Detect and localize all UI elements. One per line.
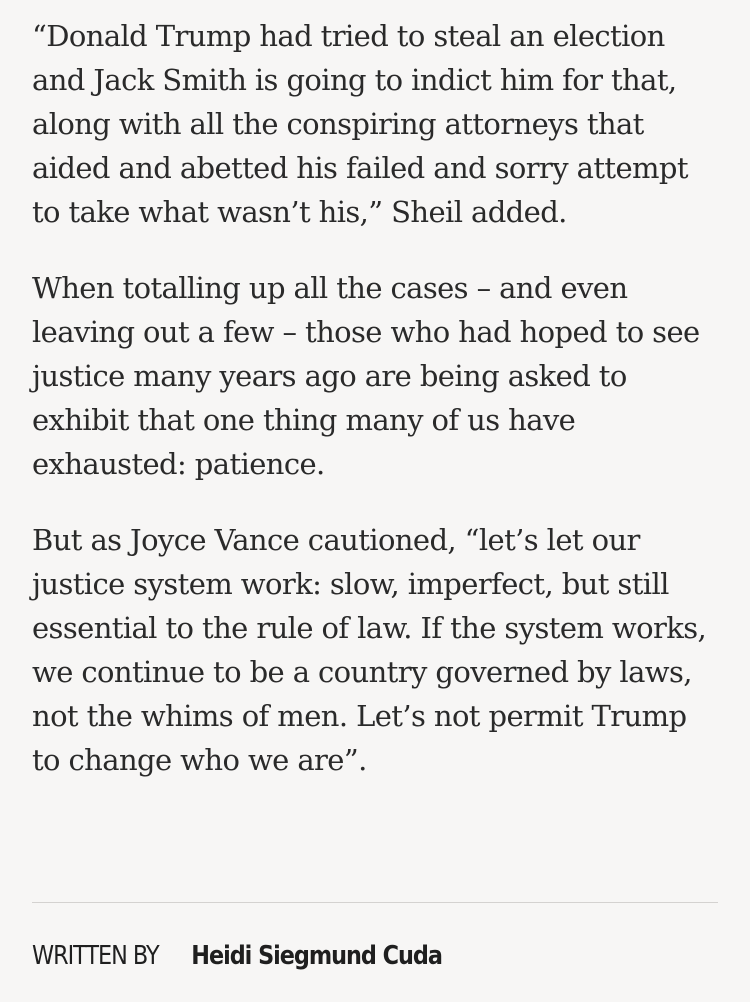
byline-label: WRITTEN BY xyxy=(32,941,159,971)
article-paragraph: “Donald Trump had tried to steal an election and Jack Smith is going to indict him for that, along with all the conspiring attorneys that aided and abetted his failed and sorry attempt to take what wasn’t his,” Sheil added. xyxy=(32,19,688,229)
article-paragraph: When totalling up all the cases – and even leaving out a few – those who had hoped to see justice many years ago are being asked to exhibit that one thing many of us have exhausted: patience. xyxy=(32,271,700,481)
article-paragraph: But as Joyce Vance cautioned, “let’s let our justice system work: slow, imperfect, but still essential to the rule of law. If the system works, we continue to be a country governed by laws, not the whims of men. Let’s not permit Trump to change who we are”. xyxy=(32,523,707,777)
byline xyxy=(32,932,442,980)
author-name[interactable]: Heidi Siegmund Cuda xyxy=(191,941,442,971)
byline-divider xyxy=(32,902,718,903)
article-body xyxy=(32,14,722,814)
